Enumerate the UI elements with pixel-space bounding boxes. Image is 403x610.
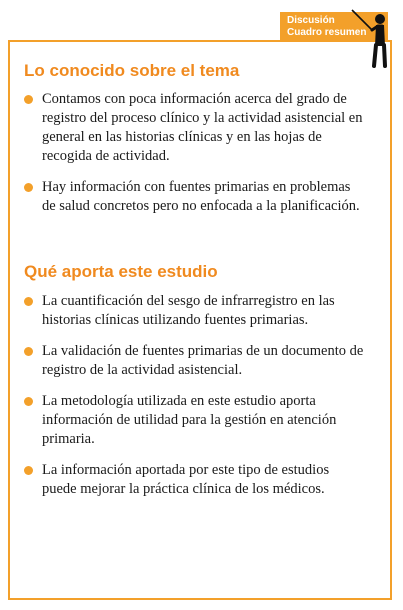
bullet-dot-icon (24, 183, 33, 192)
bullet-dot-icon (24, 397, 33, 406)
list-item (20, 90, 365, 166)
section-title-known: Lo conocido sobre el tema (24, 61, 240, 80)
list-item-text: Hay información con fuentes primarias en problemas de salud concretos pero no enfocada a la planificación. (42, 179, 360, 214)
section-title-contribution: Qué aporta este estudio (24, 262, 218, 281)
bullet-dot-icon (24, 297, 33, 306)
list-item-text: Contamos con poca información acerca del grado de registro del proceso clínico y la actividad asistencial en general en las historias clínicas y en las hojas de recogida de actividad. (42, 91, 363, 164)
list-item-text: La información aportada por este tipo de estudios puede mejorar la práctica clínica de los médicos. (42, 462, 330, 497)
bullet-dot-icon (24, 466, 33, 475)
list-item (20, 342, 365, 380)
bullet-dot-icon (24, 347, 33, 356)
contribution-list (20, 292, 365, 511)
list-item-text: La validación de fuentes primarias de un documento de registro de la actividad asistencial. (42, 343, 364, 378)
badge-line-1: Discusión (287, 15, 335, 26)
list-item (20, 178, 365, 216)
list-item (20, 461, 365, 499)
list-item-text: La metodología utilizada en este estudio aporta información de utilidad para la gestión en atención primaria. (42, 393, 337, 447)
bullet-dot-icon (24, 95, 33, 104)
known-list (20, 90, 365, 228)
list-item-text: La cuantificación del sesgo de infrarregistro en las historias clínicas utilizando fuentes primarias. (42, 293, 335, 328)
list-item (20, 392, 365, 449)
list-item (20, 292, 365, 330)
badge-line-2: Cuadro resumen (287, 27, 367, 38)
presenter-figure-icon (350, 4, 398, 68)
